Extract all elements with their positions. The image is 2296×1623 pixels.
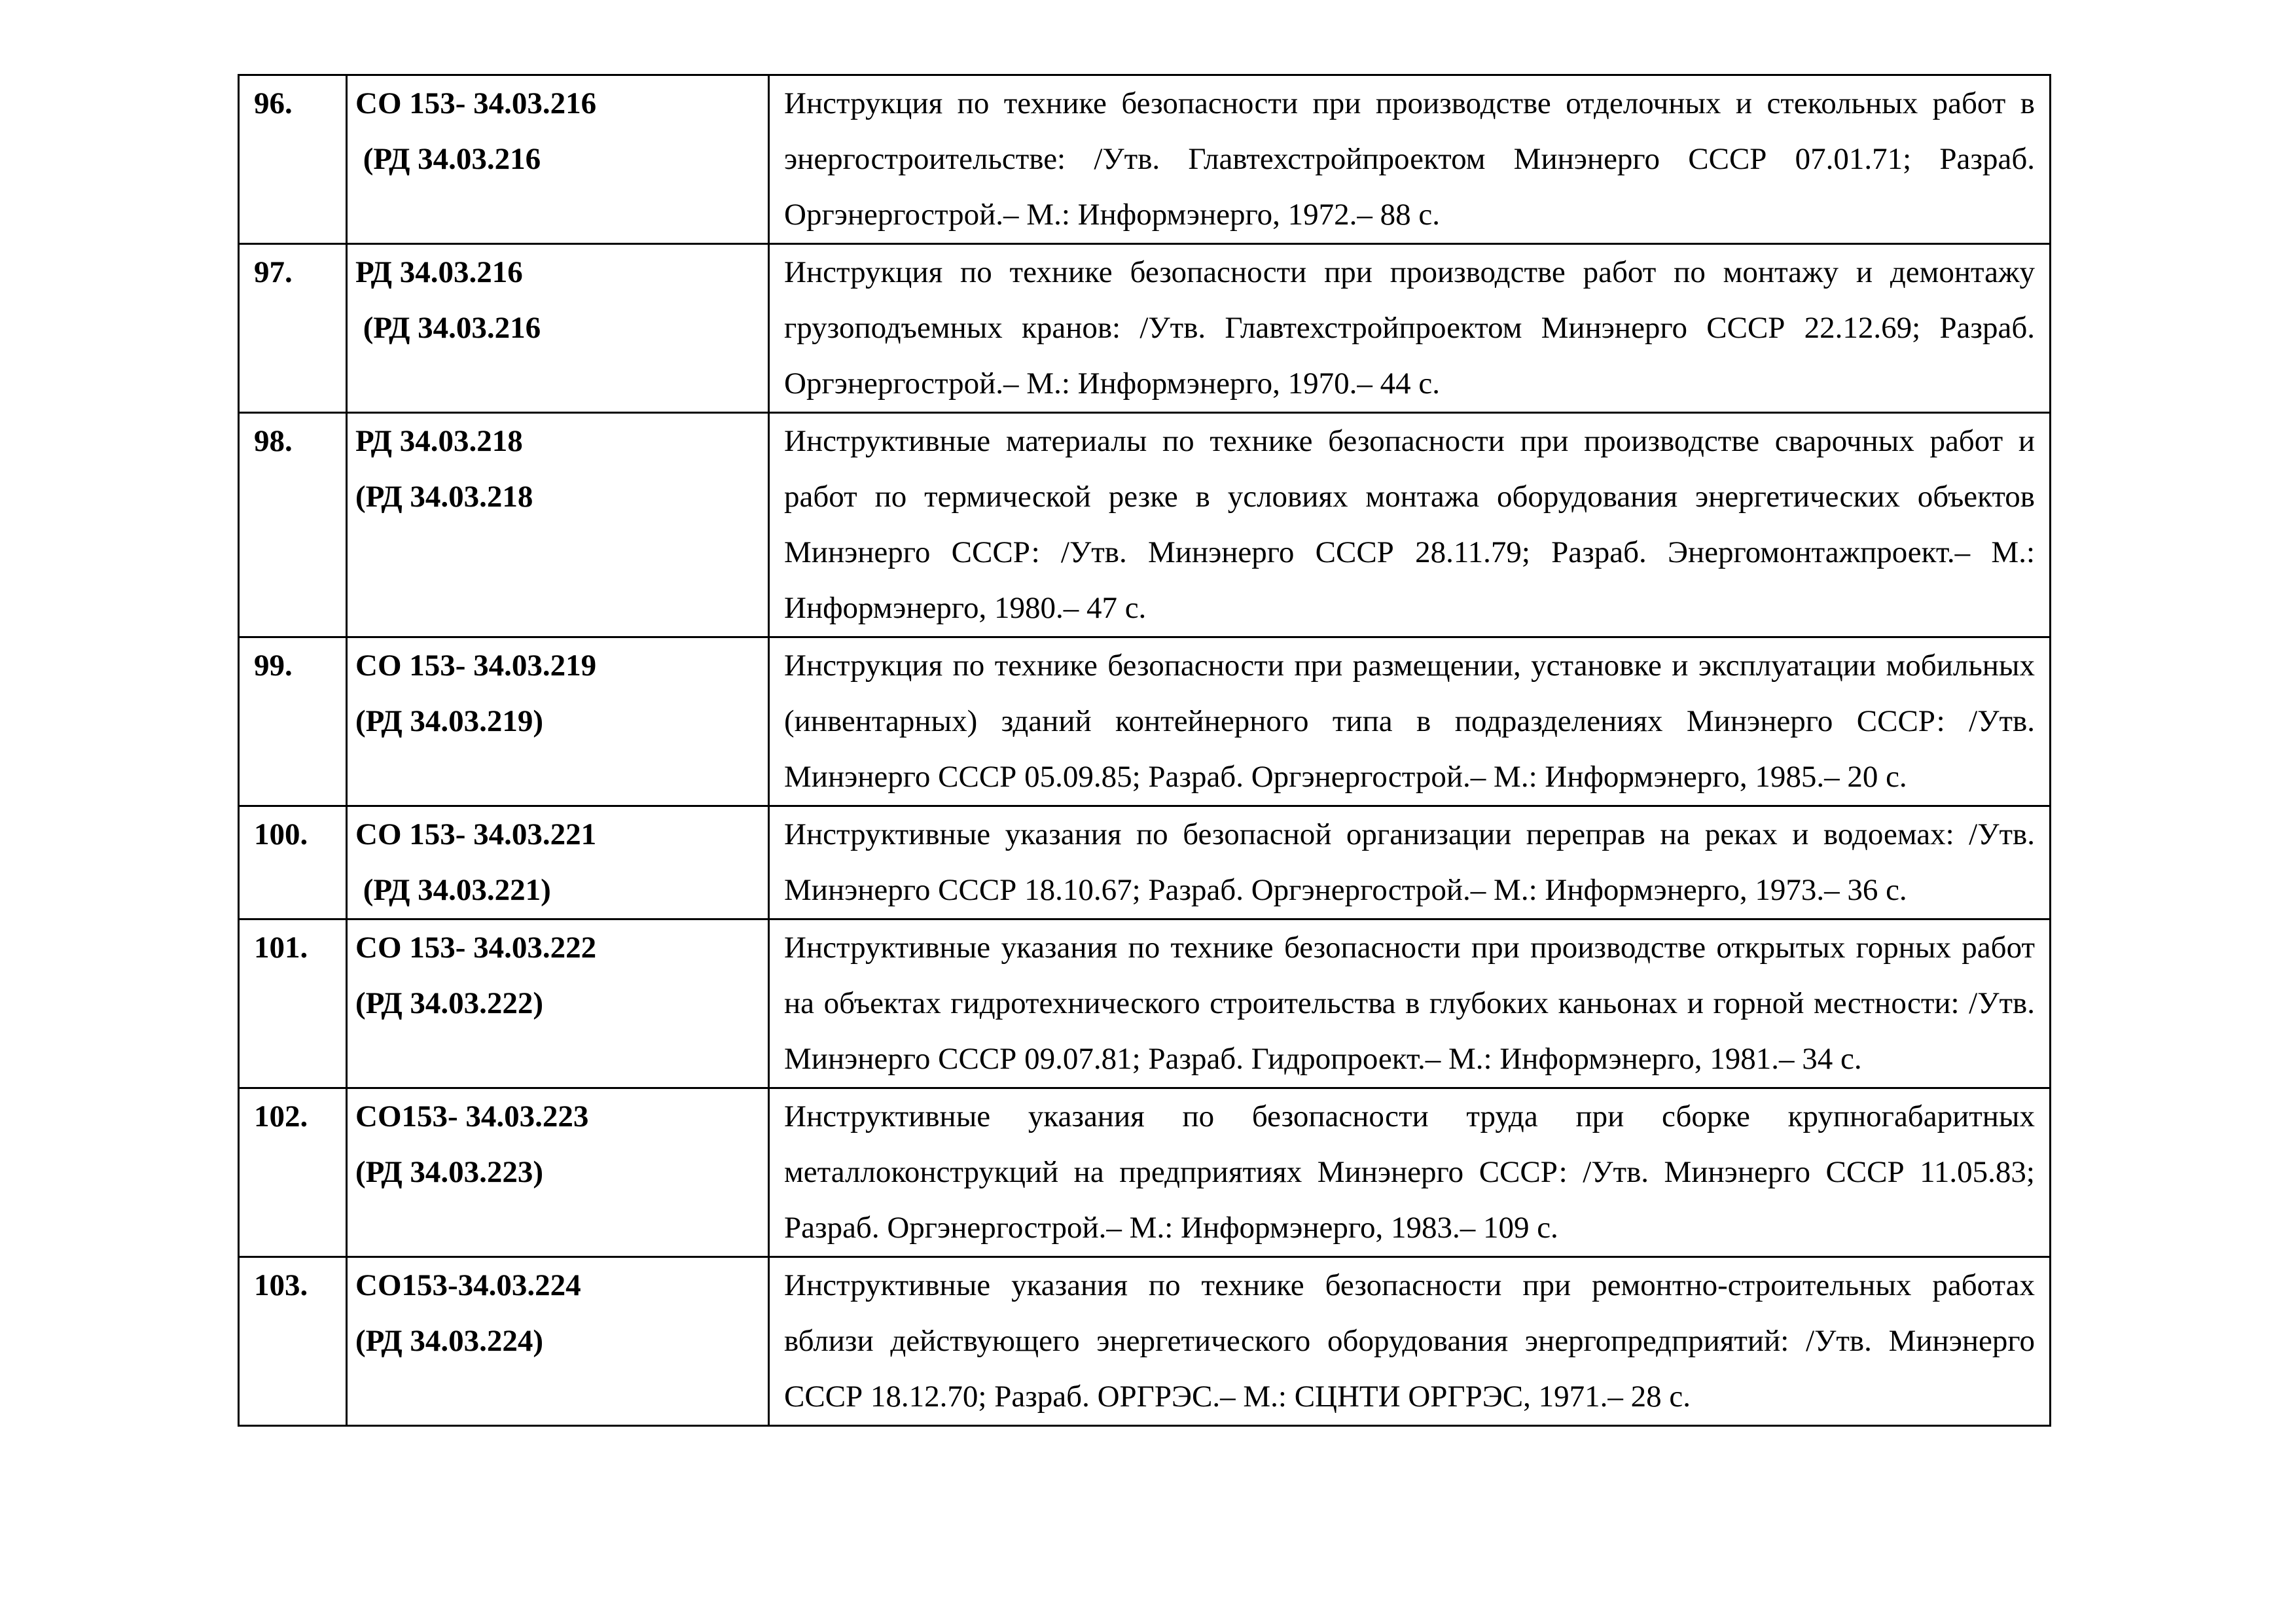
table-row <box>239 1257 2051 1426</box>
row-number: 99. <box>239 637 347 806</box>
row-number: 101. <box>239 919 347 1088</box>
document-alt-code: (РД 34.03.221) <box>355 873 551 907</box>
document-code-cell <box>347 806 769 919</box>
document-alt-code: (РД 34.03.218 <box>355 480 533 514</box>
document-code: СО 153- 34.03.221 <box>355 817 597 851</box>
row-number: 98. <box>239 413 347 637</box>
row-number: 103. <box>239 1257 347 1426</box>
document-description: Инструктивные указания по технике безопасности при ремонтно-строительных работах вблизи действующего энергетического оборудования энергопредприятий: /Утв. Минэнерго СССР 18.12.70; Разраб. ОРГРЭС.– М.: СЦНТИ ОРГРЭС, 1971.– 28 с. <box>769 1257 2051 1426</box>
document-alt-code: (РД 34.03.222) <box>355 986 544 1020</box>
standards-table <box>238 74 2051 1427</box>
document-alt-code: (РД 34.03.224) <box>355 1324 544 1358</box>
row-number: 97. <box>239 244 347 413</box>
document-code: СО153- 34.03.223 <box>355 1099 589 1133</box>
table-row <box>239 637 2051 806</box>
document-description: Инструктивные указания по безопасности труда при сборке крупногабаритных металлоконструкций на предприятиях Минэнерго СССР: /Утв. Минэнерго СССР 11.05.83; Разраб. Оргэнергострой.– М.: Информэнерго, 1983.– 109 с. <box>769 1088 2051 1257</box>
row-number: 96. <box>239 75 347 244</box>
document-code: СО153-34.03.224 <box>355 1268 581 1302</box>
document-alt-code: (РД 34.03.216 <box>355 142 541 176</box>
document-code-cell <box>347 75 769 244</box>
document-description: Инструкция по технике безопасности при производстве работ по монтажу и демонтажу грузоподъемных кранов: /Утв. Главтехстройпроектом Минэнерго СССР 22.12.69; Разраб. Оргэнергострой.– М.: Информэнерго, 1970.– 44 с. <box>769 244 2051 413</box>
row-number: 102. <box>239 1088 347 1257</box>
document-code-cell <box>347 244 769 413</box>
document-alt-code: (РД 34.03.219) <box>355 704 544 738</box>
document-code: СО 153- 34.03.222 <box>355 931 597 965</box>
table-row <box>239 806 2051 919</box>
document-alt-code: (РД 34.03.216 <box>355 311 541 345</box>
document-code: РД 34.03.218 <box>355 424 523 458</box>
document-code-cell <box>347 413 769 637</box>
document-code-cell <box>347 1088 769 1257</box>
document-code: СО 153- 34.03.219 <box>355 649 597 683</box>
document-code-cell <box>347 1257 769 1426</box>
document-description: Инструктивные указания по технике безопасности при производстве открытых горных работ на объектах гидротехнического строительства в глубоких каньонах и горной местности: /Утв. Минэнерго СССР 09.07.81; Разраб. Гидропроект.– М.: Информэнерго, 1981.– 34 с. <box>769 919 2051 1088</box>
document-alt-code: (РД 34.03.223) <box>355 1155 544 1189</box>
document-code: СО 153- 34.03.216 <box>355 86 597 120</box>
table-row <box>239 413 2051 637</box>
document-description: Инструктивные указания по безопасной организации переправ на реках и водоемах: /Утв. Минэнерго СССР 18.10.67; Разраб. Оргэнергострой.– М.: Информэнерго, 1973.– 36 с. <box>769 806 2051 919</box>
document-code-cell <box>347 637 769 806</box>
document-code: РД 34.03.216 <box>355 255 523 289</box>
table-row <box>239 919 2051 1088</box>
table-row <box>239 75 2051 244</box>
document-description: Инструкция по технике безопасности при размещении, установке и эксплуатации мобильных (инвентарных) зданий контейнерного типа в подразделениях Минэнерго СССР: /Утв. Минэнерго СССР 05.09.85; Разраб. Оргэнергострой.– М.: Информэнерго, 1985.– 20 с. <box>769 637 2051 806</box>
table-row <box>239 244 2051 413</box>
document-description: Инструктивные материалы по технике безопасности при производстве сварочных работ и работ по термической резке в условиях монтажа оборудования энергетических объектов Минэнерго СССР: /Утв. Минэнерго СССР 28.11.79; Разраб. Энергомонтажпроект.– М.: Информэнерго, 1980.– 47 с. <box>769 413 2051 637</box>
document-description: Инструкция по технике безопасности при производстве отделочных и стекольных работ в энергостроительстве: /Утв. Главтехстройпроектом Минэнерго СССР 07.01.71; Разраб. Оргэнергострой.– М.: Информэнерго, 1972.– 88 с. <box>769 75 2051 244</box>
row-number: 100. <box>239 806 347 919</box>
table-row <box>239 1088 2051 1257</box>
document-code-cell <box>347 919 769 1088</box>
